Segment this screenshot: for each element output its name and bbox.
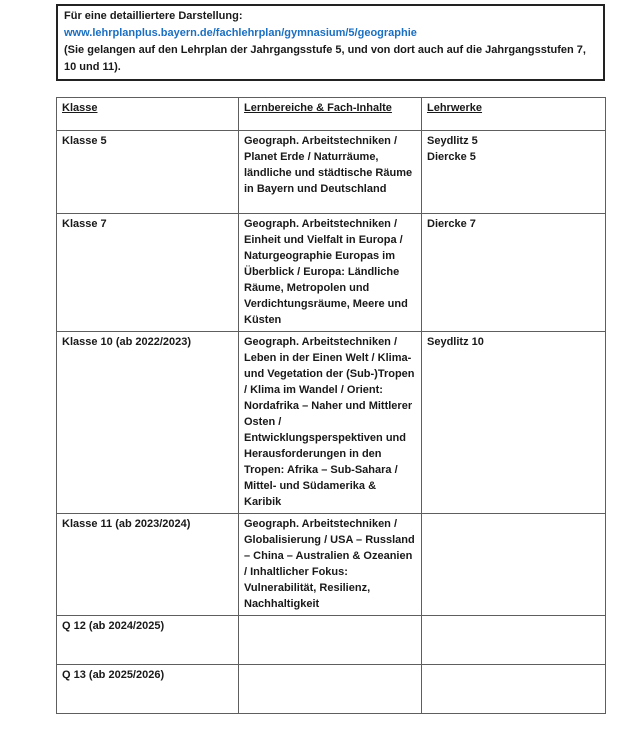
klasse-cell: Klasse 10 (ab 2022/2023) [57,332,239,514]
klasse-cell: Klasse 11 (ab 2023/2024) [57,514,239,616]
table-row [57,214,606,332]
header-label: Lehrwerke [427,102,483,114]
content-cell [239,665,422,714]
header-label: Klasse [62,102,98,114]
header-cell-lehrwerke [422,98,606,131]
lehrwerke-cell [422,616,606,665]
info-box-heading: Für eine detailliertere Darstellung: [64,10,243,22]
header-cell-klasse [57,98,239,131]
lehrwerke-cell [422,665,606,714]
info-box [56,4,605,81]
table-row [57,131,606,214]
klasse-cell: Klasse 5 [57,131,239,214]
content-cell: Geograph. Arbeitstechniken / Einheit und Vielfalt in Europa / Naturgeographie Europas im Überblick / Europa: Ländliche Räume, Metropolen und Verdichtungsräume, Meere und Küsten [239,214,422,332]
lehrwerke-cell [422,514,606,616]
content-cell: Geograph. Arbeitstechniken / Planet Erde / Naturräume, ländliche und städtische Räume in Bayern und Deutschland [239,131,422,214]
lehrwerke-cell [422,214,606,332]
header-cell-lernbereiche [239,98,422,131]
curriculum-table [56,97,606,714]
table-row [57,332,606,514]
content-cell: Geograph. Arbeitstechniken / Leben in der Einen Welt / Klima- und Vegetation der (Sub-)Tropen / Klima im Wandel / Orient: Nordafrika – Naher und Mittlerer Osten / Entwicklungsperspektiven und Herausforderungen in den Tropen: Afrika – Sub-Sahara / Mittel- und Südamerika & Karibik [239,332,422,514]
lehrwerke-cell [422,131,606,214]
lehrwerke-line: Diercke 5 [427,151,476,163]
header-label: Lernbereiche & Fach-Inhalte [244,102,392,114]
lehrplan-link[interactable]: www.lehrplanplus.bayern.de/fachlehrplan/gymnasium/5/geographie [64,27,417,39]
table-row [57,665,606,714]
lehrwerke-line: Diercke 7 [427,218,476,230]
klasse-cell: Q 13 (ab 2025/2026) [57,665,239,714]
klasse-cell: Klasse 7 [57,214,239,332]
lehrwerke-line: Seydlitz 5 [427,135,478,147]
lehrwerke-cell [422,332,606,514]
table-header-row [57,98,606,131]
table-row [57,514,606,616]
info-box-note: (Sie gelangen auf den Lehrplan der Jahrgangsstufe 5, und von dort auch auf die Jahrgangsstufen 7, 10 und 11). [64,44,586,73]
content-cell: Geograph. Arbeitstechniken / Globalisierung / USA – Russland – China – Australien & Ozeanien / Inhaltlicher Fokus: Vulnerabilität, Resilienz, Nachhaltigkeit [239,514,422,616]
table-row [57,616,606,665]
content-cell [239,616,422,665]
lehrwerke-line: Seydlitz 10 [427,336,484,348]
klasse-cell: Q 12 (ab 2024/2025) [57,616,239,665]
